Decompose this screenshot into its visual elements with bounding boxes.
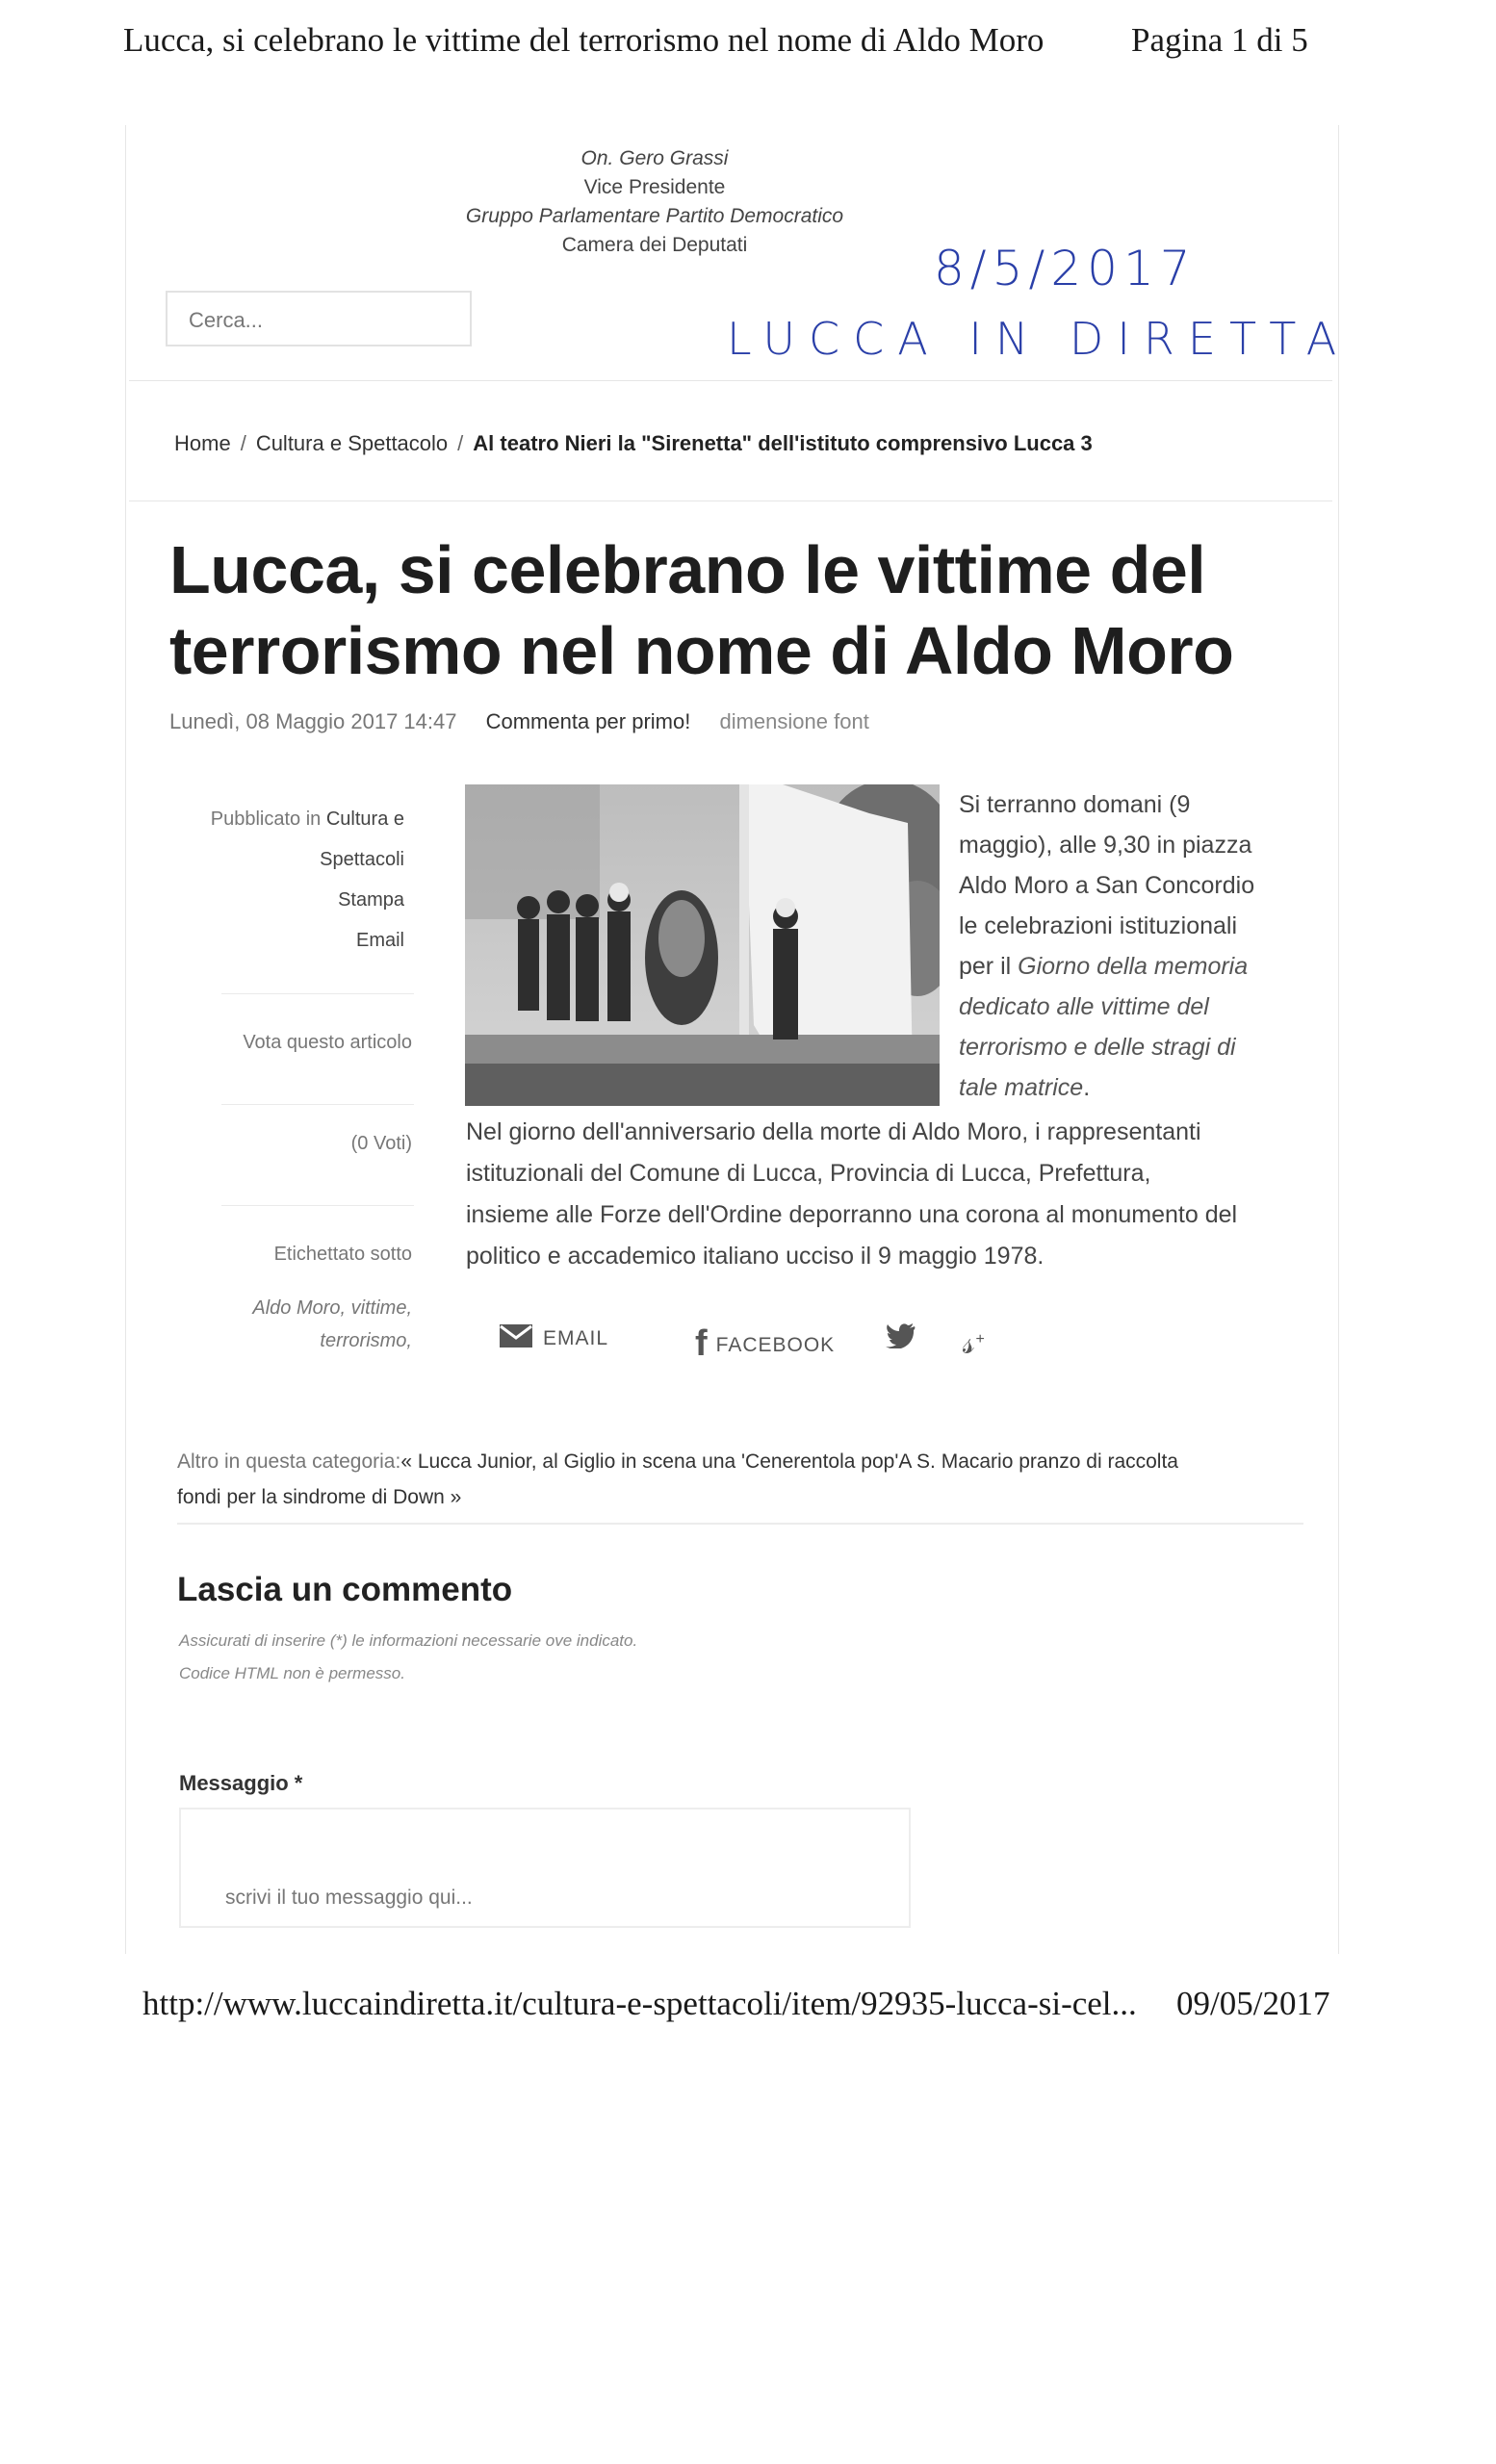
related-label: Altro in questa categoria: [177, 1450, 401, 1473]
handwritten-source: LUCCA IN DIRETTA [727, 313, 1351, 365]
comment-note: Codice HTML non è permesso. [179, 1664, 405, 1682]
stamp-name: On. Gero Grassi [580, 147, 729, 169]
twitter-icon [886, 1323, 916, 1348]
comment-note: Assicurati di inserire (*) le informazioni necessarie ove indicato. [179, 1631, 638, 1650]
body-line: insieme alle Forze dell'Ordine deporranno una corona al monumento del [466, 1201, 1238, 1228]
body-line: politico e accademico italiano ucciso il 9 maggio 1978. [466, 1243, 1045, 1270]
deputy-stamp [404, 144, 905, 260]
section-divider [177, 1523, 1303, 1525]
google-plus-sign: + [975, 1331, 986, 1348]
article-meta [169, 709, 869, 734]
lead-line: Si terranno domani (9 [959, 791, 1191, 818]
stamp-role: Vice Presidente [583, 176, 726, 198]
related-next-link[interactable]: A S. Macario pranzo di raccolta [898, 1450, 1178, 1473]
stamp-group: Gruppo Parlamentare Partito Democratico [465, 205, 844, 227]
print-header-title: Lucca, si celebrano le vittime del terrorismo nel nome di Aldo Moro [123, 21, 1045, 59]
related-prev-link[interactable]: « Lucca Junior, al Giglio in scena una 'Cenerentola pop' [400, 1450, 899, 1473]
tag-links[interactable]: Aldo Moro, vittime, [252, 1297, 412, 1319]
frame-left-edge [125, 125, 126, 1954]
comment-first-link[interactable]: Commenta per primo! [485, 709, 691, 733]
print-footer-url: http://www.luccaindiretta.it/cultura-e-spettacoli/item/92935-lucca-si-cel... [142, 1985, 1137, 2022]
tag-links[interactable]: terrorismo, [320, 1330, 412, 1351]
lead-prefix: per il [959, 953, 1012, 980]
font-size-control[interactable]: dimensione font [719, 709, 869, 733]
sidebar-divider [221, 993, 414, 994]
search-input[interactable]: Cerca... [166, 291, 472, 346]
handwritten-date: 8/5/2017 [934, 241, 1197, 296]
related-articles [177, 1444, 1284, 1515]
article-date: Lunedì, 08 Maggio 2017 14:47 [169, 709, 457, 733]
envelope-icon [499, 1323, 533, 1348]
article-title [169, 529, 1325, 691]
related-next-link-cont[interactable]: fondi per la sindrome di Down » [177, 1486, 462, 1508]
sidebar-divider [221, 1205, 414, 1206]
tagged-label: Etichettato sotto [273, 1244, 412, 1265]
article-body [466, 1112, 1313, 1277]
header-divider [129, 380, 1332, 381]
article-title-line: terrorismo nel nome di Aldo Moro [169, 613, 1234, 688]
lead-line: le celebrazioni istituzionali [959, 912, 1238, 939]
body-line: Nel giorno dell'anniversario della morte di Aldo Moro, i rappresentanti [466, 1118, 1201, 1145]
lead-italic: dedicato alle vittime del [959, 993, 1209, 1020]
breadcrumb-current: Al teatro Nieri la "Sirenetta" dell'istituto comprensivo Lucca 3 [473, 431, 1093, 455]
ceremony-photo-illustration [465, 784, 940, 1106]
lead-italic: terrorismo e delle stragi di [959, 1034, 1236, 1061]
tag-list [144, 1292, 412, 1357]
lead-line: maggio), alle 9,30 in piazza [959, 832, 1252, 859]
breadcrumb-separator: / [240, 431, 246, 455]
share-email-button[interactable] [499, 1323, 608, 1350]
lead-line: Aldo Moro a San Concordio [959, 872, 1255, 899]
category-link[interactable]: Cultura e [325, 808, 404, 830]
published-in-label: Pubblicato in [210, 808, 322, 830]
body-line: istituzionali del Comune di Lucca, Provincia di Lucca, Prefettura, [466, 1160, 1151, 1187]
print-footer-date: 09/05/2017 [1176, 1985, 1330, 2022]
facebook-icon: f [695, 1323, 709, 1364]
share-twitter-button[interactable] [886, 1323, 916, 1350]
print-link[interactable]: Stampa [338, 889, 404, 911]
sidebar-publication [144, 799, 404, 961]
comment-heading: Lascia un commento [177, 1571, 513, 1608]
google-plus-icon: 𝓈 [963, 1323, 976, 1362]
share-google-plus-button[interactable] [963, 1323, 986, 1362]
vote-label: Vota questo articolo [243, 1032, 412, 1053]
message-label: Messaggio * [179, 1771, 303, 1795]
stamp-chamber: Camera dei Deputati [561, 234, 748, 256]
sidebar-divider [221, 1104, 414, 1105]
article-photo [465, 784, 940, 1106]
comment-notes [179, 1625, 637, 1690]
vote-count: (0 Voti) [350, 1133, 412, 1154]
article-title-line: Lucca, si celebrano le vittime del [169, 532, 1206, 607]
frame-right-edge [1338, 125, 1339, 1954]
lead-italic: Giorno della memoria [1018, 953, 1249, 980]
breadcrumb-category[interactable]: Cultura e Spettacolo [255, 431, 449, 455]
email-link[interactable]: Email [355, 930, 404, 951]
share-facebook-label: FACEBOOK [715, 1334, 836, 1356]
lead-italic: tale matrice [959, 1074, 1084, 1101]
message-textarea[interactable]: scrivi il tuo messaggio qui... [179, 1808, 911, 1928]
breadcrumb-home[interactable]: Home [174, 431, 231, 455]
breadcrumb [174, 431, 1093, 456]
print-page-number: Pagina 1 di 5 [1131, 21, 1308, 59]
breadcrumb-divider [129, 500, 1332, 501]
share-email-label: EMAIL [543, 1327, 609, 1349]
share-facebook-button[interactable] [695, 1323, 835, 1365]
lead-end: . [1083, 1074, 1091, 1101]
article-lead [959, 784, 1305, 1108]
category-link[interactable]: Spettacoli [320, 849, 404, 870]
breadcrumb-separator: / [457, 431, 464, 455]
